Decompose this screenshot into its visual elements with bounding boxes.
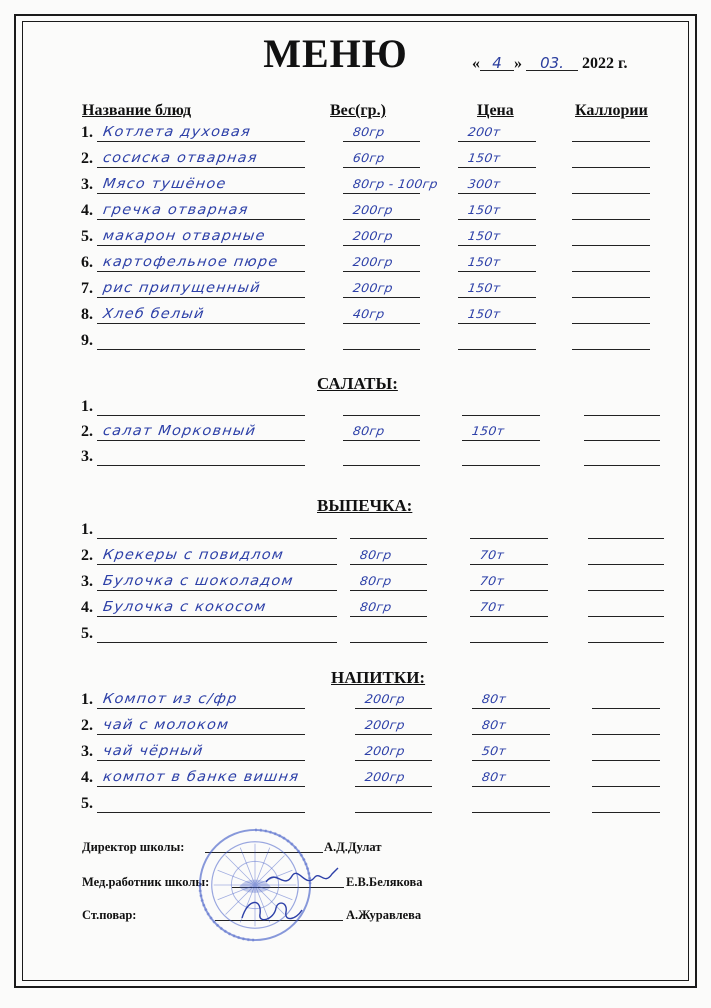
weight-field-text: 80гр — [358, 573, 393, 588]
price-field — [470, 598, 548, 617]
date-day: 4 — [480, 56, 514, 71]
date-month: 03. — [526, 56, 578, 71]
dish-name-field — [97, 690, 305, 709]
menu-row — [0, 446, 711, 468]
calories-field — [592, 768, 660, 787]
dish-name-field-text: макарон отварные — [101, 228, 267, 244]
calories-field — [584, 422, 660, 441]
price-field-text: 150т — [466, 228, 502, 243]
menu-row — [0, 122, 711, 144]
drinks-title: НАПИТКИ: — [331, 668, 426, 687]
header-calories: Каллории — [575, 102, 648, 119]
calories-field — [584, 447, 660, 466]
menu-row — [0, 545, 711, 567]
price-field-text: 200т — [466, 124, 502, 139]
price-field — [472, 742, 550, 761]
dish-name-field-text: сосиска отварная — [101, 150, 259, 166]
menu-row — [0, 252, 711, 274]
calories-field — [592, 690, 660, 709]
header-weight: Вес(гр.) — [330, 102, 386, 119]
calories-field — [588, 520, 664, 539]
price-field-text: 300т — [466, 176, 502, 191]
price-field-text: 150т — [466, 254, 502, 269]
calories-field — [572, 279, 650, 298]
weight-field-text: 80гр - 100гр — [351, 176, 439, 191]
row-number: 9. — [81, 332, 93, 349]
price-field — [458, 123, 536, 142]
dish-name-field — [97, 397, 305, 416]
menu-row — [0, 741, 711, 763]
director-label: Директор школы: — [82, 840, 185, 854]
price-field — [458, 331, 536, 350]
weight-field-text: 200гр — [351, 228, 394, 243]
row-number: 3. — [81, 743, 93, 760]
dish-name-field-text: Булочка с шоколадом — [101, 573, 295, 589]
menu-row — [0, 396, 711, 418]
menu-row — [0, 330, 711, 352]
dish-name-field — [97, 253, 305, 272]
weight-field — [343, 331, 420, 350]
row-number: 3. — [81, 176, 93, 193]
price-field — [462, 397, 540, 416]
weight-field-text: 80гр — [351, 124, 386, 139]
price-field — [458, 279, 536, 298]
weight-field — [343, 149, 420, 168]
dish-name-field — [97, 716, 305, 735]
price-field-text: 150т — [466, 150, 502, 165]
weight-field — [343, 227, 420, 246]
price-field-text: 80т — [480, 769, 508, 784]
row-number: 6. — [81, 254, 93, 271]
price-field — [472, 794, 550, 813]
calories-field — [592, 742, 660, 761]
calories-field — [572, 227, 650, 246]
price-field-text: 150т — [470, 423, 506, 438]
medic-label: Мед.работник школы: — [82, 875, 210, 889]
row-number: 4. — [81, 769, 93, 786]
price-field — [462, 447, 540, 466]
weight-field — [343, 447, 420, 466]
cook-label: Ст.повар: — [82, 908, 137, 922]
menu-row — [0, 597, 711, 619]
weight-field-text: 200гр — [363, 691, 406, 706]
menu-row — [0, 278, 711, 300]
bakery-title: ВЫПЕЧКА: — [317, 496, 413, 515]
dish-name-field-text: Хлеб белый — [101, 306, 206, 322]
weight-field — [343, 422, 420, 441]
dish-name-field-text: картофельное пюре — [101, 254, 280, 270]
dish-name-field-text: компот в банке вишня — [101, 769, 301, 785]
weight-field-text: 40гр — [351, 306, 386, 321]
calories-field — [572, 305, 650, 324]
calories-field — [584, 397, 660, 416]
dish-name-field-text: Крекеры с повидлом — [101, 547, 286, 563]
price-field-text: 80т — [480, 717, 508, 732]
weight-field — [343, 279, 420, 298]
weight-field-text: 200гр — [351, 202, 394, 217]
weight-field-text: 80гр — [358, 599, 393, 614]
price-field — [458, 253, 536, 272]
row-number: 1. — [81, 124, 93, 141]
dish-name-field — [97, 624, 337, 643]
dish-name-field — [97, 149, 305, 168]
row-number: 8. — [81, 306, 93, 323]
row-number: 5. — [81, 625, 93, 642]
weight-field — [343, 305, 420, 324]
menu-row — [0, 304, 711, 326]
medic-name: Е.В.Белякова — [346, 875, 423, 889]
price-field-text: 50т — [480, 743, 508, 758]
row-number: 3. — [81, 448, 93, 465]
header-price: Цена — [477, 102, 514, 119]
calories-field — [592, 794, 660, 813]
price-field — [470, 520, 548, 539]
price-field-text: 70т — [478, 573, 506, 588]
row-number: 4. — [81, 202, 93, 219]
row-number: 7. — [81, 280, 93, 297]
calories-field — [572, 149, 650, 168]
price-field-text: 80т — [480, 691, 508, 706]
price-field-text: 150т — [466, 306, 502, 321]
weight-field — [355, 690, 432, 709]
menu-row — [0, 571, 711, 593]
date-open-quote: « — [472, 55, 480, 72]
price-field-text: 70т — [478, 599, 506, 614]
calories-field — [588, 624, 664, 643]
price-field — [458, 175, 536, 194]
weight-field — [343, 253, 420, 272]
weight-field — [350, 520, 427, 539]
price-field-text: 70т — [478, 547, 506, 562]
dish-name-field — [97, 331, 305, 350]
weight-field-text: 200гр — [351, 254, 394, 269]
price-field — [462, 422, 540, 441]
calories-field — [572, 175, 650, 194]
price-field — [472, 716, 550, 735]
date-year: 2022 г. — [582, 55, 628, 72]
header-name: Название блюд — [82, 102, 192, 119]
cook-name: А.Журавлева — [346, 908, 422, 922]
menu-row — [0, 421, 711, 443]
director-name: А.Д.Дулат — [324, 840, 382, 854]
row-number: 2. — [81, 150, 93, 167]
menu-row — [0, 519, 711, 541]
menu-row — [0, 623, 711, 645]
row-number: 4. — [81, 599, 93, 616]
row-number: 2. — [81, 717, 93, 734]
row-number: 1. — [81, 398, 93, 415]
calories-field — [572, 201, 650, 220]
weight-field — [350, 572, 427, 591]
menu-row — [0, 174, 711, 196]
price-field — [472, 690, 550, 709]
date-close-quote: » — [514, 55, 522, 72]
dish-name-field — [97, 227, 305, 246]
weight-field — [343, 175, 439, 194]
dish-name-field-text: рис припущенный — [101, 280, 262, 296]
dish-name-field-text: салат Морковный — [101, 423, 258, 439]
row-number: 5. — [81, 795, 93, 812]
row-number: 1. — [81, 691, 93, 708]
menu-row — [0, 793, 711, 815]
weight-field — [350, 624, 427, 643]
price-field — [472, 768, 550, 787]
dish-name-field — [97, 794, 305, 813]
weight-field — [355, 716, 432, 735]
weight-field — [343, 123, 420, 142]
page-title: МЕНЮ — [263, 31, 408, 76]
calories-field — [572, 253, 650, 272]
price-field-text: 150т — [466, 280, 502, 295]
dish-name-field — [97, 768, 305, 787]
weight-field — [355, 768, 432, 787]
menu-row — [0, 148, 711, 170]
dish-name-field-text: Булочка с кокосом — [101, 599, 268, 615]
weight-field — [343, 201, 420, 220]
row-number: 3. — [81, 573, 93, 590]
dish-name-field-text: Мясо тушёное — [101, 176, 228, 192]
dish-name-field — [97, 598, 337, 617]
weight-field — [343, 397, 420, 416]
weight-field-text: 80гр — [358, 547, 393, 562]
weight-field-text: 60гр — [351, 150, 386, 165]
weight-field — [350, 598, 427, 617]
dish-name-field — [97, 520, 337, 539]
price-field — [470, 572, 548, 591]
menu-row — [0, 226, 711, 248]
weight-field-text: 80гр — [351, 423, 386, 438]
price-field-text: 150т — [466, 202, 502, 217]
weight-field — [355, 742, 432, 761]
dish-name-field — [97, 447, 305, 466]
calories-field — [588, 598, 664, 617]
cook-signature — [236, 892, 306, 928]
price-field — [458, 305, 536, 324]
menu-row — [0, 767, 711, 789]
dish-name-field-text: гречка отварная — [101, 202, 250, 218]
dish-name-field-text: Котлета духовая — [101, 124, 253, 140]
menu-row — [0, 200, 711, 222]
dish-name-field — [97, 175, 305, 194]
date-line — [472, 55, 627, 73]
weight-field-text: 200гр — [363, 743, 406, 758]
dish-name-field — [97, 742, 305, 761]
dish-name-field — [97, 123, 305, 142]
weight-field — [350, 546, 427, 565]
salads-title: САЛАТЫ: — [317, 374, 398, 393]
weight-field-text: 200гр — [363, 769, 406, 784]
menu-row — [0, 715, 711, 737]
dish-name-field — [97, 422, 305, 441]
medic-signature — [262, 860, 342, 894]
price-field — [458, 201, 536, 220]
dish-name-field-text: чай чёрный — [101, 743, 205, 759]
weight-field-text: 200гр — [363, 717, 406, 732]
row-number: 2. — [81, 423, 93, 440]
dish-name-field-text: Компот из с/фр — [101, 691, 239, 707]
price-field — [470, 624, 548, 643]
calories-field — [588, 572, 664, 591]
row-number: 1. — [81, 521, 93, 538]
price-field — [470, 546, 548, 565]
dish-name-field — [97, 201, 305, 220]
dish-name-field-text: чай с молоком — [101, 717, 231, 733]
weight-field — [355, 794, 432, 813]
dish-name-field — [97, 279, 305, 298]
calories-field — [588, 546, 664, 565]
dish-name-field — [97, 572, 337, 591]
row-number: 5. — [81, 228, 93, 245]
row-number: 2. — [81, 547, 93, 564]
calories-field — [572, 331, 650, 350]
weight-field-text: 200гр — [351, 280, 394, 295]
dish-name-field — [97, 546, 337, 565]
menu-row — [0, 689, 711, 711]
price-field — [458, 149, 536, 168]
dish-name-field — [97, 305, 305, 324]
calories-field — [572, 123, 650, 142]
price-field — [458, 227, 536, 246]
calories-field — [592, 716, 660, 735]
